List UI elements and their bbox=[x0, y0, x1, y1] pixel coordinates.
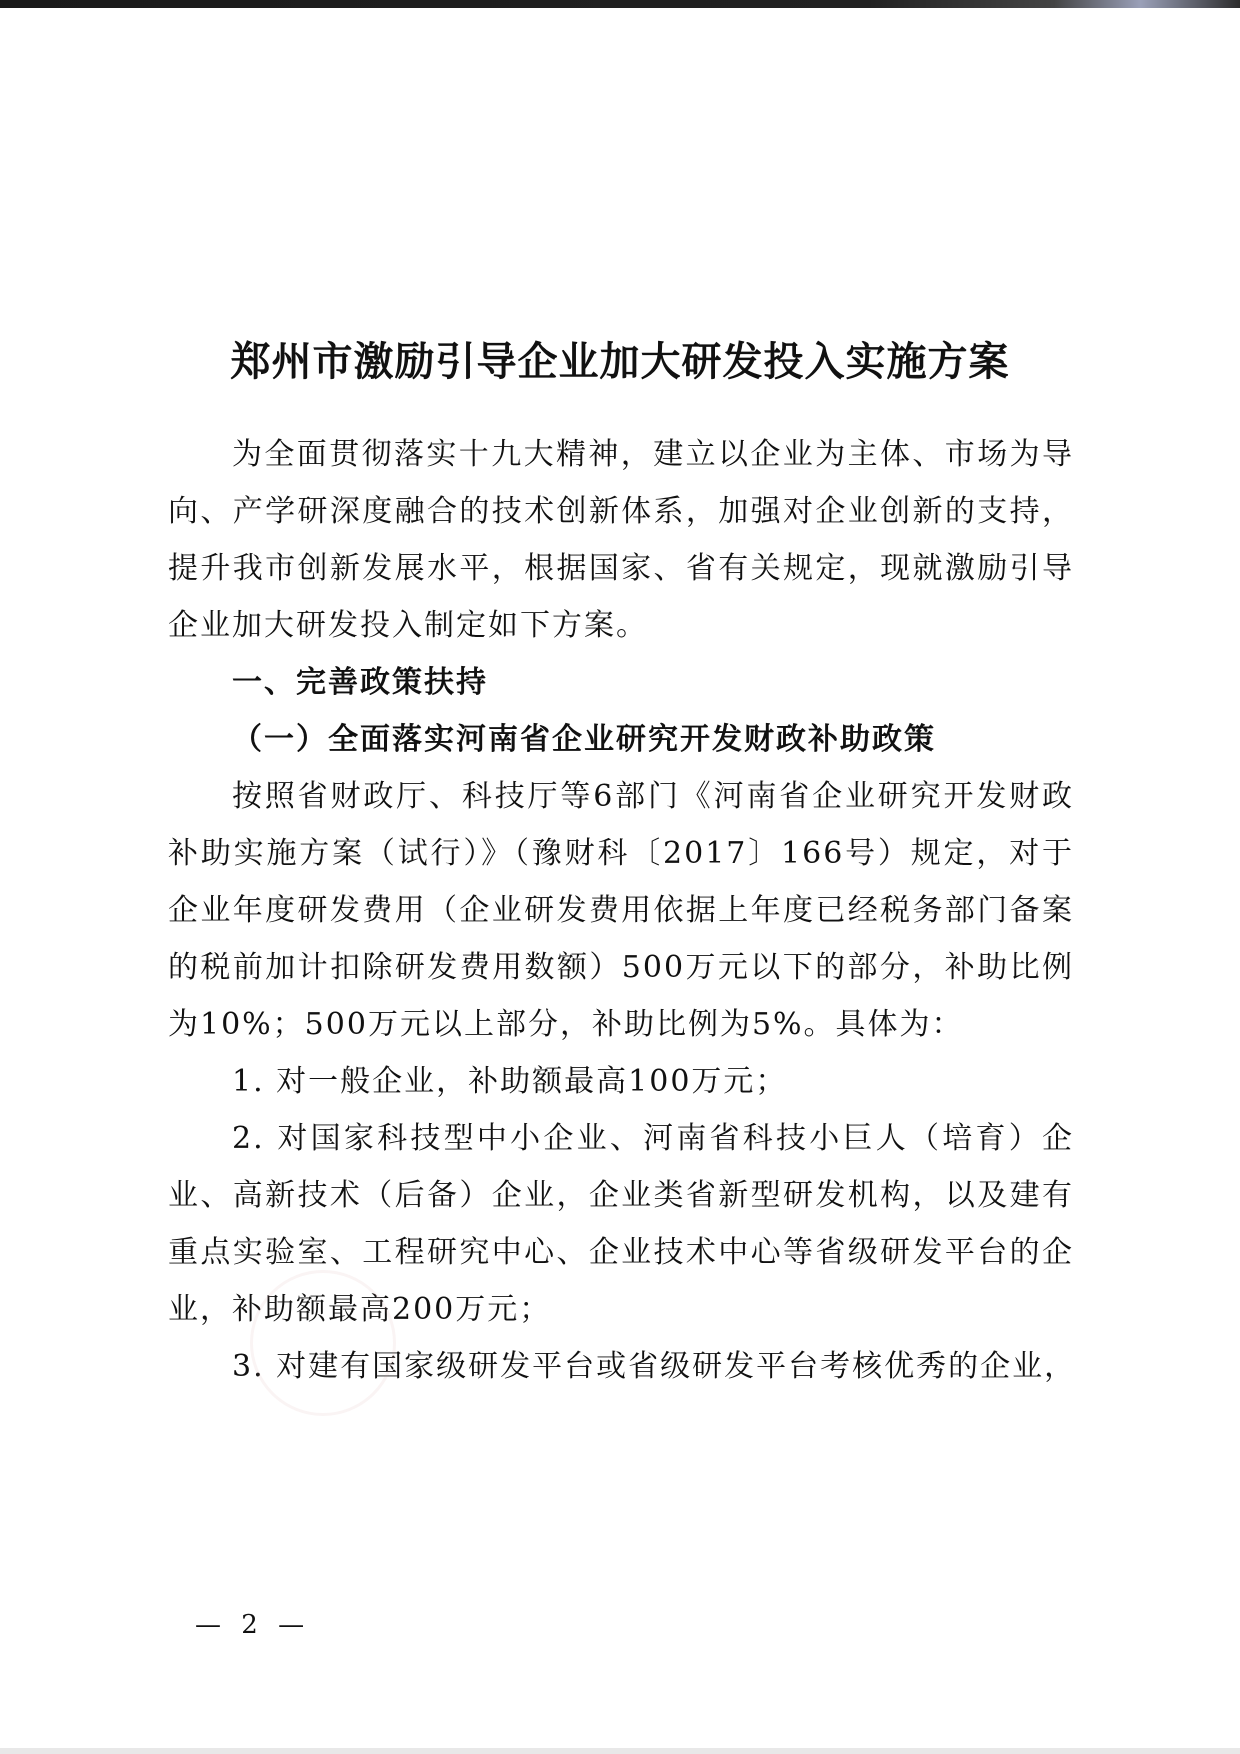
page-number: — 2 — bbox=[195, 1610, 311, 1640]
scan-edge-top bbox=[0, 0, 1240, 8]
list-item-2-cont: 业，补助额最高200万元； bbox=[168, 1292, 552, 1327]
page-title: 郑州市激励引导企业加大研发投入实施方案 bbox=[230, 338, 1010, 385]
intro-line: 企业加大研发投入制定如下方案。 bbox=[168, 608, 648, 643]
faded-seal-mark bbox=[250, 1270, 396, 1416]
body-line: 按照省财政厅、科技厅等6部门《河南省企业研究开发财政 bbox=[232, 779, 1074, 814]
subsection-heading: （一）全面落实河南省企业研究开发财政补助政策 bbox=[232, 722, 936, 757]
body-line: 的税前加计扣除研发费用数额）500万元以下的部分，补助比例 bbox=[168, 950, 1074, 985]
body-line: 补助实施方案（试行）》（豫财科〔2017〕166号）规定，对于 bbox=[168, 836, 1074, 871]
list-item-3: 3. 对建有国家级研发平台或省级研发平台考核优秀的企业， bbox=[232, 1349, 1077, 1384]
section-heading: 一、完善政策扶持 bbox=[232, 665, 488, 700]
scan-edge-bottom bbox=[0, 1748, 1240, 1754]
list-item-2: 2. 对国家科技型中小企业、河南省科技小巨人（培育）企 bbox=[232, 1121, 1074, 1156]
list-item-1: 1. 对一般企业，补助额最高100万元； bbox=[232, 1064, 788, 1099]
body-line: 企业年度研发费用（企业研发费用依据上年度已经税务部门备案 bbox=[168, 893, 1074, 928]
intro-line: 提升我市创新发展水平，根据国家、省有关规定，现就激励引导 bbox=[168, 551, 1074, 586]
intro-line: 为全面贯彻落实十九大精神，建立以企业为主体、市场为导 bbox=[232, 437, 1074, 472]
list-item-2-cont: 业、高新技术（后备）企业，企业类省新型研发机构，以及建有 bbox=[168, 1178, 1074, 1213]
list-item-2-cont: 重点实验室、工程研究中心、企业技术中心等省级研发平台的企 bbox=[168, 1235, 1074, 1270]
body-line: 为10%；500万元以上部分，补助比例为5%。具体为： bbox=[168, 1007, 964, 1042]
intro-line: 向、产学研深度融合的技术创新体系，加强对企业创新的支持， bbox=[168, 494, 1074, 529]
